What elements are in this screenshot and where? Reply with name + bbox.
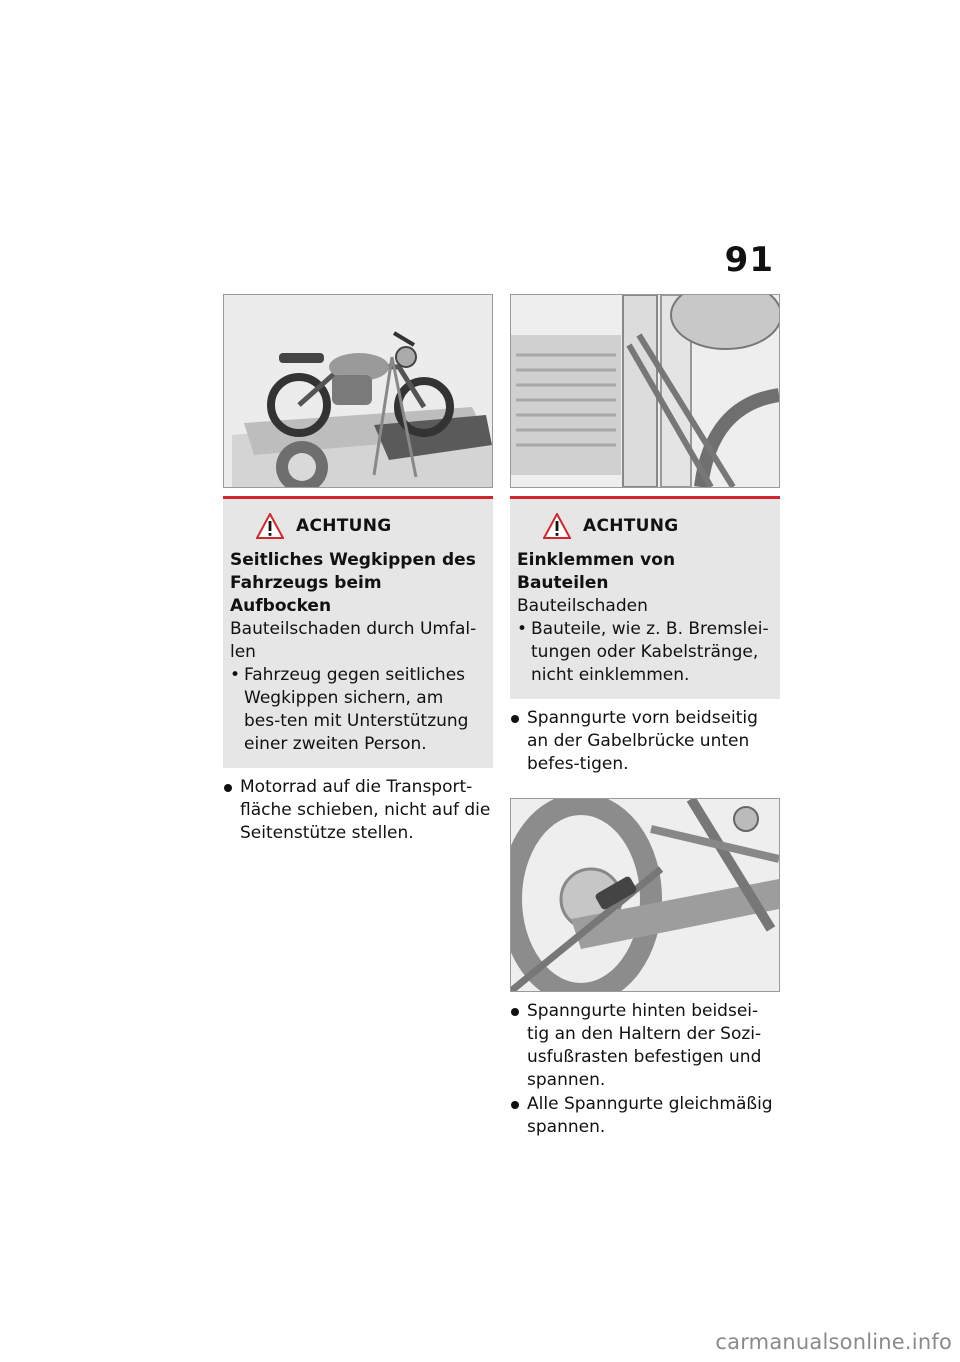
warning-bullet: • Bauteile, wie z. B. Bremslei-tungen oder Kabelstränge, nicht einklemmen. bbox=[517, 618, 770, 687]
step-item: Spanngurte vorn beidseitig an der Gabelbrücke unten befes-tigen. bbox=[510, 707, 780, 776]
warning-label: ACHTUNG bbox=[296, 516, 392, 536]
warning-triangle-icon bbox=[543, 513, 571, 539]
figure-rear-straps bbox=[510, 798, 780, 992]
warning-box-pinching bbox=[510, 496, 780, 699]
right-column bbox=[510, 294, 780, 1140]
step-list bbox=[510, 707, 780, 776]
step-item: Spanngurte hinten beidsei-tig an den Haltern der Sozi-usfußrasten befestigen und spannen. bbox=[510, 1000, 780, 1092]
watermark: carmanualsonline.info bbox=[715, 1330, 952, 1354]
warning-bullet-list bbox=[517, 618, 770, 687]
warning-title: Einklemmen von Bauteilen bbox=[517, 550, 676, 593]
page-number: 91 bbox=[724, 240, 774, 280]
step-list bbox=[510, 1000, 780, 1139]
warning-bullet-list bbox=[230, 664, 483, 756]
figure-front-fork-straps bbox=[510, 294, 780, 488]
figure-motorcycle-on-trailer bbox=[223, 294, 493, 488]
step-list bbox=[223, 776, 493, 845]
warning-title: Seitliches Wegkippen des Fahrzeugs beim Aufbocken bbox=[230, 550, 476, 616]
step-item: Alle Spanngurte gleichmäßig spannen. bbox=[510, 1093, 780, 1139]
left-column bbox=[223, 294, 493, 846]
step-item: Motorrad auf die Transport-fläche schieben, nicht auf die Seitenstütze stellen. bbox=[223, 776, 493, 845]
warning-triangle-icon bbox=[256, 513, 284, 539]
warning-label: ACHTUNG bbox=[583, 516, 679, 536]
warning-box-tipping bbox=[223, 496, 493, 768]
warning-consequence: Bauteilschaden bbox=[517, 596, 648, 616]
warning-bullet: • Fahrzeug gegen seitliches Wegkippen sichern, am bes-ten mit Unterstützung einer zweiten Person. bbox=[230, 664, 483, 756]
warning-consequence: Bauteilschaden durch Umfal-len bbox=[230, 619, 477, 662]
